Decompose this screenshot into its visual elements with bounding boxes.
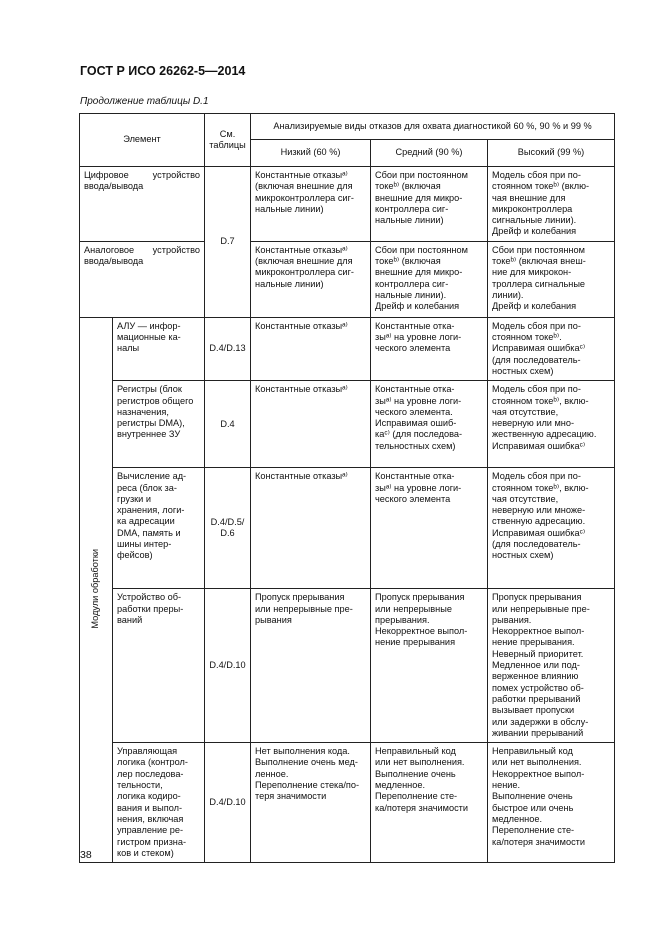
element-cell <box>113 743 205 863</box>
group-label-processing-modules: Модули обработки <box>80 317 113 862</box>
cell-line: Константные отказыᵃ⁾ <box>255 170 348 180</box>
low-cell <box>251 743 371 863</box>
header-low: Низкий (60 %) <box>251 140 371 167</box>
cell-line: контроллера сиг- <box>375 203 449 214</box>
cell-line: Константные отказыᵃ⁾ <box>255 471 348 482</box>
header-see-table: См. таблицы <box>205 114 251 167</box>
cell-line: Константные отка- <box>375 384 455 395</box>
cell-line: Исправимая ошибкаᶜ⁾ <box>492 527 586 538</box>
cell-line: работки преры- <box>117 603 184 614</box>
cell-line: Выполнение очень <box>375 768 456 779</box>
cell-line: нение прерывания <box>375 637 456 648</box>
cell-line: микроконтроллера сиг- <box>255 192 354 203</box>
element-cell <box>113 317 205 380</box>
cell-line: Вычисление ад- <box>117 471 187 482</box>
cell-line: контроллера сиг- <box>375 278 449 289</box>
high-cell <box>488 381 615 468</box>
cell-line: нальные линии). <box>375 289 447 300</box>
medium-cell <box>371 317 488 380</box>
low-cell <box>251 317 371 380</box>
low-cell <box>251 241 371 317</box>
cell-line: Модель сбоя при по- <box>492 320 581 331</box>
high-cell <box>488 241 615 317</box>
cell-line: Нет выполнения кода. <box>255 746 350 757</box>
cell-line: (включая внешние для <box>255 181 353 192</box>
cell-line: ние для микрокон- <box>492 267 572 278</box>
high-cell <box>488 468 615 589</box>
cell-line: DMA, память и <box>117 527 181 538</box>
cell-line: Исправимая ошиб- <box>375 418 457 429</box>
header-analyzed-modes: Анализируемые виды отказов для охвата диагностикой 60 %, 90 % и 99 % <box>251 114 615 140</box>
cell-line: Устройство об- <box>117 592 182 603</box>
cell-line: теря значимости <box>255 791 327 802</box>
cell-line: лер последова- <box>117 768 184 779</box>
cell-line: Дрейф и колебания <box>375 301 460 312</box>
cell-line: Пропуск прерывания <box>375 592 465 603</box>
cell-line: тельностных схем) <box>375 440 456 451</box>
cell-line: нение. <box>492 780 521 791</box>
table-row <box>80 743 615 863</box>
cell-line: ваний <box>117 614 143 625</box>
cell-line: (для последователь- <box>492 539 581 550</box>
cell-line: ностных схем) <box>492 550 554 561</box>
cell-line: Некорректное выпол- <box>492 626 585 637</box>
high-cell <box>488 167 615 242</box>
element-cell <box>113 381 205 468</box>
cell-line: Пропуск прерывания <box>255 592 345 603</box>
low-cell <box>251 167 371 242</box>
cell-line: стоянном токеᵇ⁾ (вклю- <box>492 181 590 192</box>
cell-line: вызывает пропуски <box>492 705 575 716</box>
medium-cell <box>371 743 488 863</box>
ref-cell: D.4 <box>205 381 251 468</box>
table-row <box>80 317 615 380</box>
cell-line: Дрейф и колебания <box>492 226 577 237</box>
ref-cell: D.4/D.5/ D.6 <box>205 468 251 589</box>
cell-line: медленное. <box>492 813 542 824</box>
cell-line: помех устройство об- <box>492 682 584 693</box>
cell-line: Сбои при постоянном <box>375 170 468 180</box>
cell-line: Сбои при постоянном <box>375 244 468 255</box>
header-element: Элемент <box>80 114 205 167</box>
cell-line: стоянном токеᵇ⁾. <box>492 332 562 343</box>
header-high: Высокий (99 %) <box>488 140 615 167</box>
document-title: ГОСТ Р ИСО 26262-5—2014 <box>80 64 246 78</box>
cell-line: ческого элемента <box>375 343 451 354</box>
cell-line: Переполнение сте- <box>492 825 575 836</box>
cell-line: рывания <box>255 614 292 625</box>
cell-line: Переполнение сте- <box>375 791 458 802</box>
cell-line: ленное. <box>255 768 289 779</box>
ref-cell: D.7 <box>205 167 251 318</box>
cell-line: ственную адресацию. <box>492 516 586 527</box>
low-cell <box>251 381 371 468</box>
cell-line: чая отсутствие, <box>492 493 559 504</box>
cell-line: верженное влиянию <box>492 671 579 682</box>
table-row <box>80 589 615 743</box>
cell-line: сигнальные линии). <box>492 215 577 226</box>
ref-cell: D.4/D.10 <box>205 743 251 863</box>
cell-line: троллера сигнальные <box>492 278 586 289</box>
high-cell <box>488 317 615 380</box>
table-row <box>80 381 615 468</box>
cell-line: или непрерывные пре- <box>492 603 590 614</box>
cell-line: внешние для микро- <box>375 267 463 278</box>
cell-line: Некорректное выпол- <box>492 768 585 779</box>
cell-line: Выполнение очень <box>492 791 573 802</box>
cell-line: мационные ка- <box>117 332 181 343</box>
cell-line: жественную адресацию. <box>492 429 597 440</box>
cell-line: налы <box>117 343 140 354</box>
cell-line: ка/потеря значимости <box>492 836 586 847</box>
cell-line: логика кодиро- <box>117 791 181 802</box>
cell-line: ков и стеком) <box>117 847 174 858</box>
cell-line: управление ре- <box>117 825 184 836</box>
cell-line: ка адресации <box>117 516 175 527</box>
ref-cell: D.4/D.13 <box>205 317 251 380</box>
cell-line: Переполнение стека/по- <box>255 780 360 791</box>
cell-line: прерывания. <box>375 614 430 625</box>
medium-cell <box>371 589 488 743</box>
cell-line: живании прерываний <box>492 727 584 738</box>
cell-line: или нет выполнения. <box>375 757 465 768</box>
cell-line: ческого элемента. <box>375 406 453 417</box>
cell-line: Константные отказыᵃ⁾ <box>255 384 348 395</box>
cell-line: каᶜ⁾ (для последова- <box>375 429 463 440</box>
cell-line: быстрое или очень <box>492 802 574 813</box>
cell-line: Неправильный код <box>492 746 573 757</box>
element-cell: Цифровое устройство ввода/вывода <box>80 167 205 242</box>
cell-line: АЛУ — инфор- <box>117 320 181 331</box>
cell-line: Модель сбоя при по- <box>492 170 581 180</box>
high-cell <box>488 743 615 863</box>
cell-line: микроконтроллера сиг- <box>255 267 354 278</box>
cell-line: стоянном токеᵇ⁾, вклю- <box>492 395 589 406</box>
cell-line: зыᵃ⁾ на уровне логи- <box>375 482 462 493</box>
cell-line: или нет выполнения. <box>492 757 582 768</box>
low-cell <box>251 589 371 743</box>
cell-line: Пропуск прерывания <box>492 592 582 603</box>
cell-line: Константные отка- <box>375 320 455 331</box>
cell-line: Некорректное выпол- <box>375 626 468 637</box>
cell-line: Сбои при постоянном <box>492 244 585 255</box>
cell-line: Выполнение очень мед- <box>255 757 358 768</box>
cell-line: стоянном токеᵇ⁾, вклю- <box>492 482 589 493</box>
element-cell <box>113 468 205 589</box>
cell-line: (для последователь- <box>492 354 581 365</box>
cell-line: Константные отказыᵃ⁾ <box>255 244 348 255</box>
cell-line: грузки и <box>117 493 151 504</box>
page-number: 38 <box>80 849 92 861</box>
cell-line: внешние для микро- <box>375 192 463 203</box>
table-caption: Продолжение таблицы D.1 <box>80 96 209 107</box>
cell-line: логика (контрол- <box>117 757 188 768</box>
cell-line: реса (блок за- <box>117 482 177 493</box>
cell-line: шины интер- <box>117 539 172 550</box>
cell-line: ка/потеря значимости <box>375 802 469 813</box>
cell-line: или задержки в обслу- <box>492 716 589 727</box>
medium-cell <box>371 381 488 468</box>
cell-line: нение прерывания. <box>492 637 575 648</box>
cell-line: ческого элемента <box>375 493 451 504</box>
cell-line: гистром призна- <box>117 836 187 847</box>
cell-line: чая отсутствие, <box>492 406 559 417</box>
cell-line: токеᵇ⁾ (включая <box>375 256 441 267</box>
cell-line: зыᵃ⁾ на уровне логи- <box>375 395 462 406</box>
cell-line: Управляющая <box>117 746 178 757</box>
cell-line: Модель сбоя при по- <box>492 384 581 395</box>
cell-line: или непрерывные пре- <box>255 603 353 614</box>
cell-line: нальные линии) <box>255 203 324 214</box>
low-cell <box>251 468 371 589</box>
cell-line: токеᵇ⁾ (включая внеш- <box>492 256 586 267</box>
cell-line: (включая внешние для <box>255 256 353 267</box>
table-row <box>80 241 615 317</box>
cell-line: регистров общего <box>117 395 194 406</box>
medium-cell <box>371 468 488 589</box>
cell-line: вания и выпол- <box>117 802 183 813</box>
cell-line: Дрейф и колебания <box>492 301 577 312</box>
failure-modes-table <box>79 113 615 863</box>
high-cell <box>488 589 615 743</box>
cell-line: нения, включая <box>117 813 184 824</box>
cell-line: нальные линии) <box>255 278 324 289</box>
cell-line: работки прерываний <box>492 693 581 704</box>
cell-line: линии). <box>492 289 524 300</box>
cell-line: тельности, <box>117 780 163 791</box>
cell-line: зыᵃ⁾ на уровне логи- <box>375 332 462 343</box>
cell-line: фейсов) <box>117 550 153 561</box>
cell-line: чая внешние для <box>492 192 566 203</box>
cell-line: Медленное или под- <box>492 660 580 671</box>
table-row <box>80 468 615 589</box>
medium-cell <box>371 241 488 317</box>
cell-line: назначения, <box>117 406 169 417</box>
cell-line: внутреннее ЗУ <box>117 429 181 440</box>
cell-line: Исправимая ошибкаᶜ⁾ <box>492 440 586 451</box>
cell-line: регистры DMA), <box>117 418 185 429</box>
cell-line: нальные линии) <box>375 215 444 226</box>
cell-line: Неправильный код <box>375 746 456 757</box>
cell-line: неверную или мно- <box>492 418 575 429</box>
medium-cell <box>371 167 488 242</box>
cell-line: медленное. <box>375 780 425 791</box>
cell-line: Константные отка- <box>375 471 455 482</box>
cell-line: неверную или множе- <box>492 505 586 516</box>
cell-line: Модель сбоя при по- <box>492 471 581 482</box>
cell-line: хранения, логи- <box>117 505 185 516</box>
cell-line: токеᵇ⁾ (включая <box>375 181 441 192</box>
cell-line: микроконтроллера <box>492 203 573 214</box>
cell-line: Неверный приоритет. <box>492 648 584 659</box>
header-medium: Средний (90 %) <box>371 140 488 167</box>
element-cell: Аналоговое устройство ввода/вывода <box>80 241 205 317</box>
cell-line: ностных схем) <box>492 365 554 376</box>
cell-line: рывания. <box>492 614 532 625</box>
cell-line: или непрерывные <box>375 603 452 614</box>
element-cell <box>113 589 205 743</box>
table-row <box>80 167 615 242</box>
cell-line: Константные отказыᵃ⁾ <box>255 320 348 331</box>
ref-cell: D.4/D.10 <box>205 589 251 743</box>
cell-line: Регистры (блок <box>117 384 182 395</box>
cell-line: Исправимая ошибкаᶜ⁾ <box>492 343 586 354</box>
